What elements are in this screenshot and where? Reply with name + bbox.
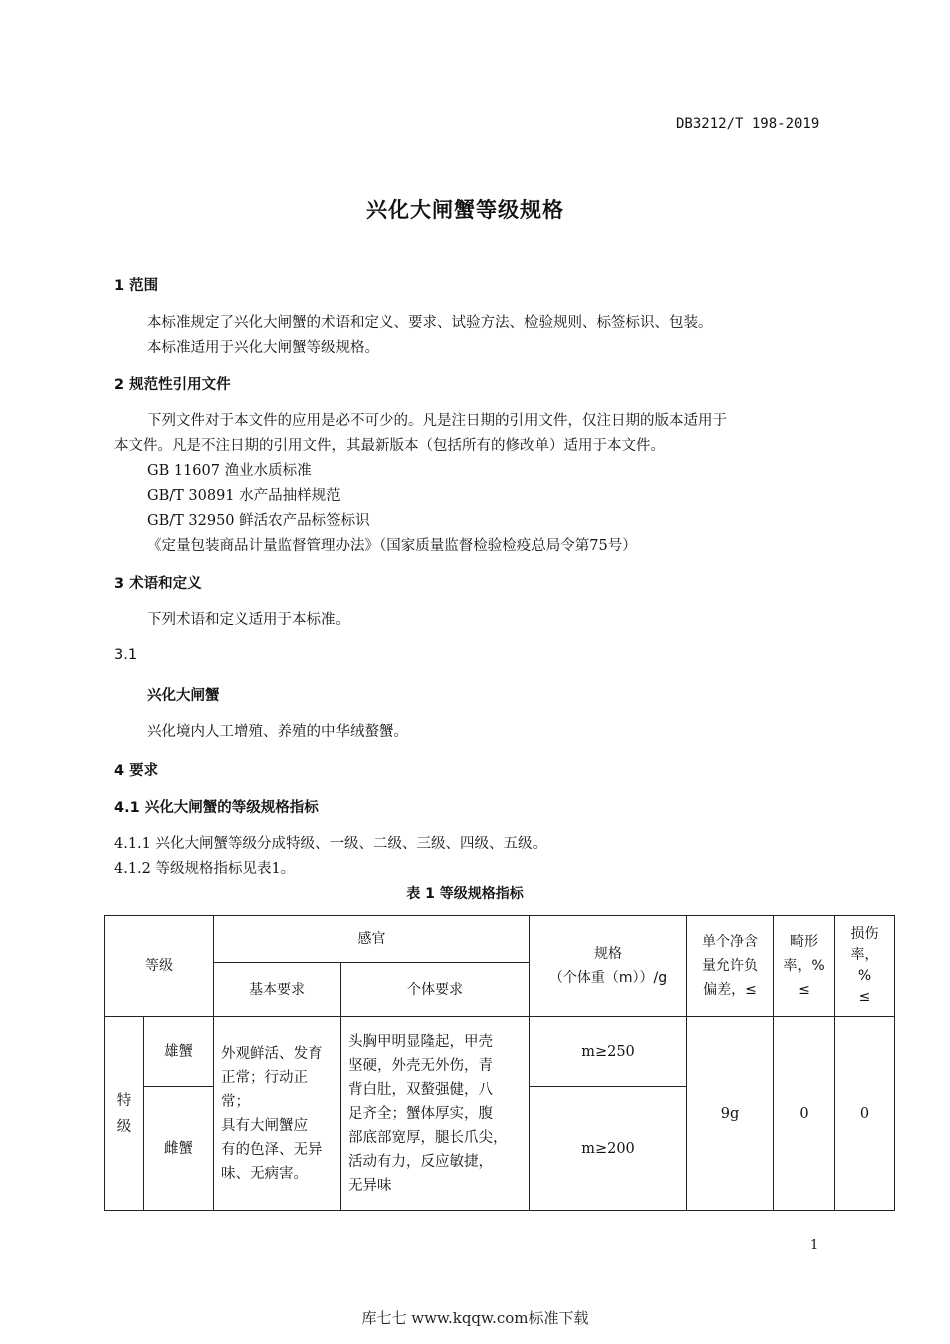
document-id: DB3212/T 198-2019 xyxy=(676,116,820,132)
grade-special: 特级 xyxy=(105,1017,144,1211)
section-2-heading: 2 规范性引用文件 xyxy=(114,377,231,393)
section-3-heading: 3 术语和定义 xyxy=(114,576,202,592)
clause-4-1-2: 4.1.2 等级规格指标见表1。 xyxy=(114,861,296,877)
section-1-heading: 1 范围 xyxy=(114,278,159,294)
individual-requirement-text: 头胸甲明显隆起，甲壳 坚硬，外壳无外伤，青 背白肚，双螯强健，八 足齐全；蟹体厚实，腹 部底部宽厚，腿长爪尖， 活动有力，反应敏捷， 无异味 xyxy=(341,1017,530,1211)
section-2-paragraph-line-2: 本文件。凡是不注日期的引用文件，其最新版本（包括所有的修改单）适用于本文件。 xyxy=(114,438,665,454)
header-basic-requirement: 基本要求 xyxy=(214,963,341,1017)
deformity-rate-value: 0 xyxy=(774,1017,835,1211)
spec-male: m≥250 xyxy=(530,1017,687,1087)
reference-item: 《定量包装商品计量监督管理办法》（国家质量监督检验检疫总局令第75号） xyxy=(147,538,637,554)
header-spec: 规格 （个体重（m））/g xyxy=(530,916,687,1017)
clause-3-1-number: 3.1 xyxy=(114,647,138,663)
header-sensory: 感官 xyxy=(214,916,530,963)
reference-item: GB 11607 渔业水质标准 xyxy=(147,463,312,479)
male-crab-label: 雄蟹 xyxy=(144,1017,214,1087)
basic-requirement-text: 外观鲜活、发育 正常；行动正 常； 具有大闸蟹应 有的色泽、无异 味、无病害。 xyxy=(214,1017,341,1211)
section-4-heading: 4 要求 xyxy=(114,763,159,779)
section-3-paragraph: 下列术语和定义适用于本标准。 xyxy=(147,612,350,628)
spec-female: m≥200 xyxy=(530,1087,687,1211)
section-2-paragraph-line-1: 下列文件对于本文件的应用是必不可少的。凡是注日期的引用文件，仅注日期的版本适用于 xyxy=(147,413,727,429)
term-definition: 兴化境内人工增殖、养殖的中华绒螯蟹。 xyxy=(147,724,408,740)
page-title: 兴化大闸蟹等级规格 xyxy=(366,198,564,222)
net-deviation-value: 9g xyxy=(687,1017,774,1211)
section-4-1-heading: 4.1 兴化大闸蟹的等级规格指标 xyxy=(114,800,319,816)
header-net-deviation: 单个净含 量允许负 偏差，≤ xyxy=(687,916,774,1017)
female-crab-label: 雌蟹 xyxy=(144,1087,214,1211)
header-deformity-rate: 畸形 率，% ≤ xyxy=(774,916,835,1017)
term-name: 兴化大闸蟹 xyxy=(147,688,220,704)
section-1-paragraph-2: 本标准适用于兴化大闸蟹等级规格。 xyxy=(147,340,379,356)
page-number: 1 xyxy=(810,1238,819,1253)
watermark-footer: 库七七 www.kqqw.com标准下载 xyxy=(361,1309,589,1327)
reference-item: GB/T 32950 鲜活农产品标签标识 xyxy=(147,513,370,529)
header-damage-rate: 损伤 率， % ≤ xyxy=(835,916,895,1017)
section-1-paragraph-1: 本标准规定了兴化大闸蟹的术语和定义、要求、试验方法、检验规则、标签标识、包装。 xyxy=(147,315,713,331)
reference-item: GB/T 30891 水产品抽样规范 xyxy=(147,488,341,504)
header-individual-requirement: 个体要求 xyxy=(341,963,530,1017)
grade-spec-table xyxy=(104,915,895,1211)
clause-4-1-1: 4.1.1 兴化大闸蟹等级分成特级、一级、二级、三级、四级、五级。 xyxy=(114,836,548,852)
header-grade: 等级 xyxy=(105,916,214,1017)
damage-rate-value: 0 xyxy=(835,1017,895,1211)
table-caption: 表 1 等级规格指标 xyxy=(406,886,524,902)
